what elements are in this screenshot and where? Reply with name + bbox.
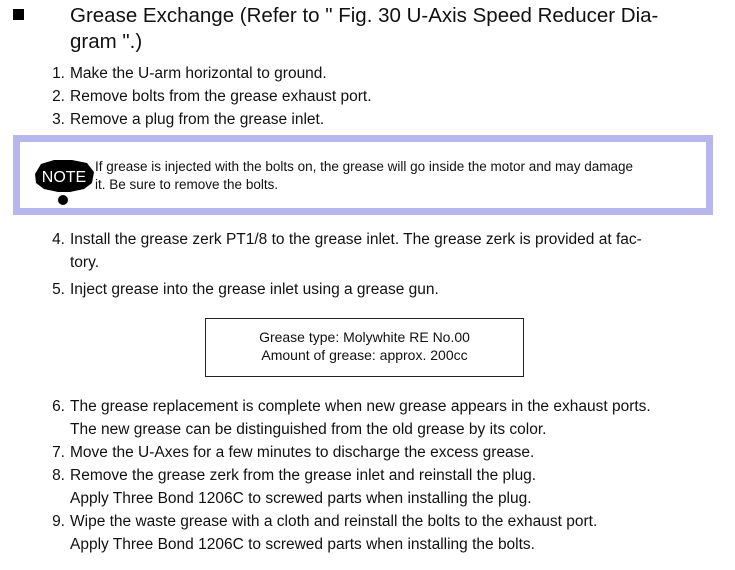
step-text <box>70 464 710 510</box>
section-bullet <box>13 9 24 20</box>
step-text-line-2: Apply Three Bond 1206C to screwed parts when installing the plug. <box>70 490 532 507</box>
step-text-line-2: tory. <box>70 254 99 271</box>
step-number: 5. <box>52 281 65 298</box>
note-line-1: If grease is injected with the bolts on, the grease will go inside the motor and may damage <box>95 159 634 174</box>
step-text-line-1: The grease replacement is complete when new grease appears in the exhaust ports. <box>70 398 651 415</box>
step-text-line-2: Apply Three Bond 1206C to screwed parts when installing the bolts. <box>70 536 535 553</box>
grease-spec-box <box>205 318 524 377</box>
step-text: Move the U-Axes for a few minutes to discharge the excess grease. <box>70 444 535 461</box>
note-icon <box>32 156 96 208</box>
step-number: 2. <box>52 88 65 105</box>
step-text-line-1: Wipe the waste grease with a cloth and reinstall the bolts to the exhaust port. <box>70 513 598 530</box>
heading-line-2: gram ".) <box>70 30 143 53</box>
note-box <box>13 135 713 215</box>
step-text-line-2: The new grease can be distinguished from the old grease by its color. <box>70 421 547 438</box>
step-text: Remove a plug from the grease inlet. <box>70 111 325 128</box>
step-text <box>70 510 710 556</box>
note-text <box>95 158 705 194</box>
note-icon-label: NOTE <box>41 169 87 186</box>
grease-amount: Amount of grease: approx. 200cc <box>261 347 468 363</box>
step-text <box>70 228 710 274</box>
step-text: Remove bolts from the grease exhaust port. <box>70 88 372 105</box>
step-number: 9. <box>52 513 65 530</box>
heading-line-1: Grease Exchange (Refer to " Fig. 30 U-Axis Speed Reducer Dia- <box>70 4 659 27</box>
step-text: Make the U-arm horizontal to ground. <box>70 65 327 82</box>
step-text: Inject grease into the grease inlet using a grease gun. <box>70 281 439 298</box>
section-heading <box>70 3 710 55</box>
step-number: 4. <box>52 231 65 248</box>
step-number: 1. <box>52 65 65 82</box>
step-number: 7. <box>52 444 65 461</box>
step-text-line-1: Remove the grease zerk from the grease inlet and reinstall the plug. <box>70 467 537 484</box>
step-number: 3. <box>52 111 65 128</box>
step-text-line-1: Install the grease zerk PT1/8 to the grease inlet. The grease zerk is provided at fac- <box>70 231 642 248</box>
grease-type: Grease type: Molywhite RE No.00 <box>259 329 470 345</box>
step-number: 8. <box>52 467 65 484</box>
note-line-2: it. Be sure to remove the bolts. <box>95 177 279 192</box>
step-number: 6. <box>52 398 65 415</box>
step-text <box>70 395 710 441</box>
